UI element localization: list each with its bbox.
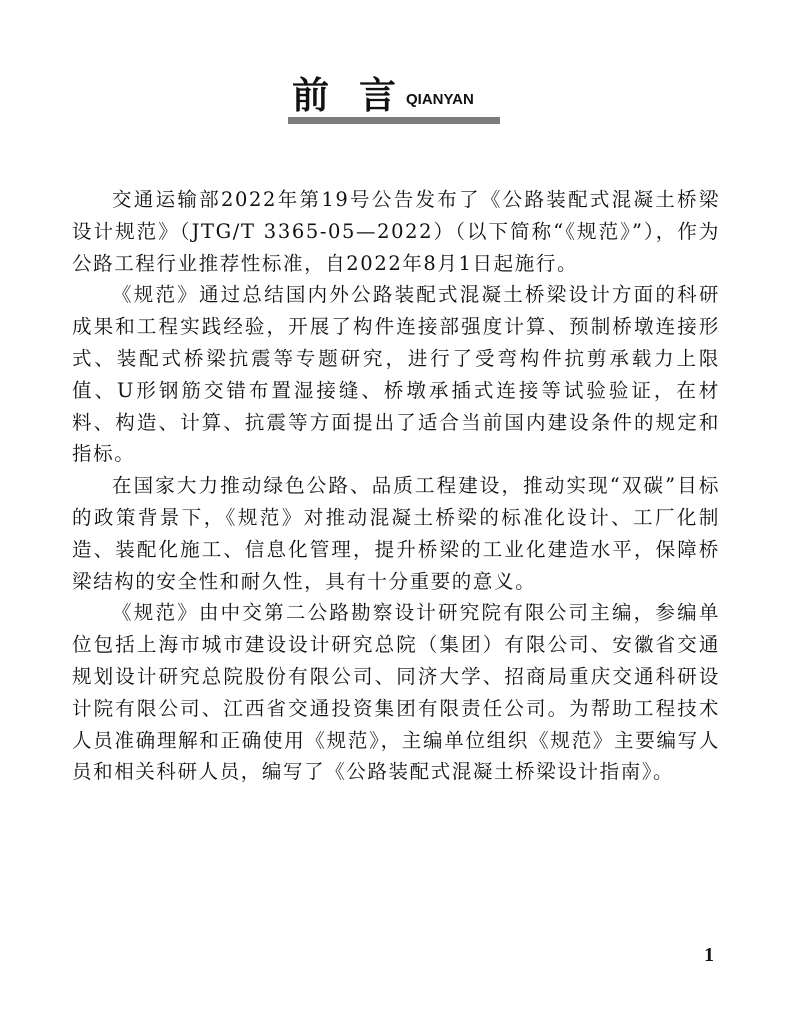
paragraph-3: 在国家大力推动绿色公路、品质工程建设，推动实现“双碳”目标的政策背景下，《规范》对推动混凝土桥梁的标准化设计、工厂化制造、装配化施工、信息化管理，提升桥梁的工业化建造水平，保障桥梁结构的安全性和耐久性，具有十分重要的意义。 xyxy=(72,474,720,593)
paragraph-1: 交通运输部2022年第19号公告发布了《公路装配式混凝土桥梁设计规范》（JTG/T 3365-05—2022）（以下简称“《规范》”），作为公路工程行业推荐性标准，自2022年8月1日起施行。 xyxy=(72,188,720,275)
heading-underline-bar xyxy=(288,117,500,124)
preface-heading xyxy=(288,74,500,124)
preface-body xyxy=(72,184,720,788)
heading-pinyin: QIANYAN xyxy=(406,91,474,108)
paragraph-2: 《规范》通过总结国内外公路装配式混凝土桥梁设计方面的科研成果和工程实践经验，开展了构件连接部强度计算、预制桥墩连接形式、装配式桥梁抗震等专题研究，进行了受弯构件抗剪承载力上限值、U形钢筋交错布置湿接缝、桥墩承插式连接等试验验证，在材料、构造、计算、抗震等方面提出了适合当前国内建设条件的规定和指标。 xyxy=(72,283,720,466)
heading-title: 前言 xyxy=(292,74,426,117)
page-number: 1 xyxy=(704,944,714,966)
paragraph-4: 《规范》由中交第二公路勘察设计研究院有限公司主编，参编单位包括上海市城市建设设计研究总院（集团）有限公司、安徽省交通规划设计研究总院股份有限公司、同济大学、招商局重庆交通科研设计院有限公司、江西省交通投资集团有限责任公司。为帮助工程技术人员准确理解和正确使用《规范》，主编单位组织《规范》主要编写人员和相关科研人员，编写了《公路装配式混凝土桥梁设计指南》。 xyxy=(72,601,720,784)
